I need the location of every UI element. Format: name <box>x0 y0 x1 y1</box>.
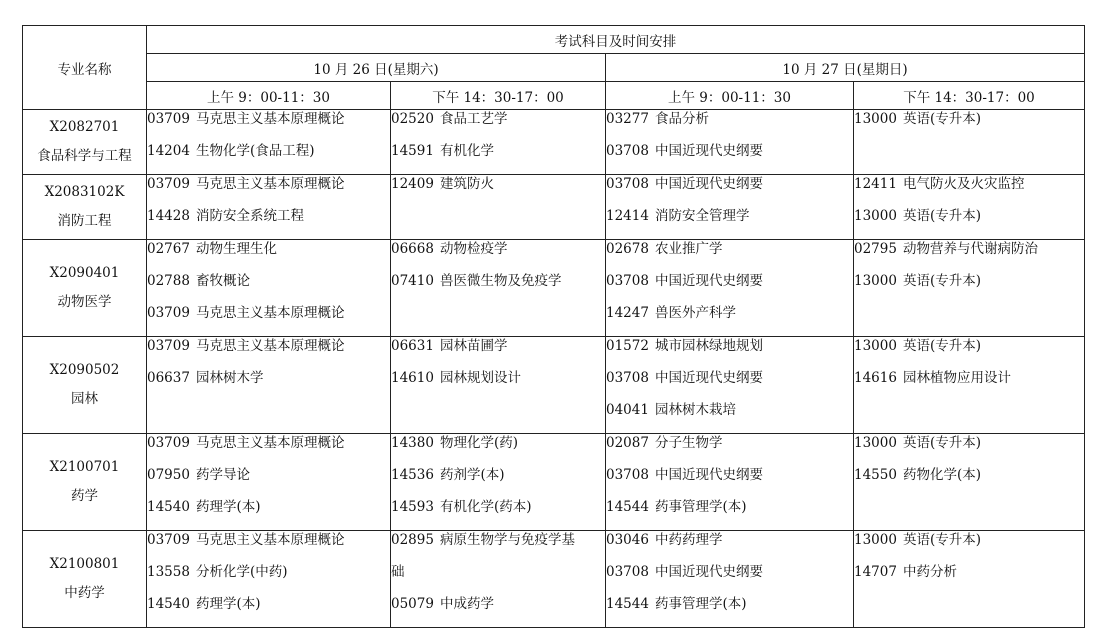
subject-line <box>391 337 605 369</box>
subject-name: 园林苗圃学 <box>439 338 508 354</box>
subject-name: 英语(专升本) <box>902 273 981 289</box>
subject-code: 03046 <box>606 532 649 548</box>
subject-name: 动物营养与代谢病防治 <box>902 241 1038 257</box>
subject-code: 03709 <box>147 435 190 451</box>
subject-name: 电气防火及火灾监控 <box>902 176 1025 192</box>
subject-code: 14610 <box>391 370 434 386</box>
subject-name: 畜牧概论 <box>195 273 250 289</box>
subject-cell <box>854 531 1085 628</box>
subject-name: 园林规划设计 <box>439 370 521 386</box>
subject-line <box>391 142 605 174</box>
subject-line <box>147 272 390 304</box>
subject-name: 药剂学(本) <box>439 467 505 483</box>
subject-code: 13000 <box>854 111 897 127</box>
subject-line <box>606 207 853 239</box>
subject-line <box>606 304 853 336</box>
major-code: X2090502 <box>49 362 120 378</box>
subject-name: 中国近现代史纲要 <box>654 273 763 289</box>
subject-code: 14593 <box>391 499 434 515</box>
subject-line <box>854 531 1084 563</box>
subject-cell <box>391 110 606 175</box>
subject-name: 消防安全系统工程 <box>195 208 304 224</box>
subject-name: 药学导论 <box>195 467 250 483</box>
major-cell <box>23 240 147 337</box>
subject-line <box>606 531 853 563</box>
subject-code: 03708 <box>606 273 649 289</box>
subject-code: 13000 <box>854 435 897 451</box>
subject-name: 药理学(本) <box>195 596 261 612</box>
subject-line <box>606 498 853 530</box>
subject-cell <box>147 337 391 434</box>
subject-line <box>606 337 853 369</box>
subject-cell <box>854 337 1085 434</box>
subject-code: 13000 <box>854 338 897 354</box>
subject-code: 14591 <box>391 143 434 159</box>
major-cell <box>23 434 147 531</box>
subject-code: 02788 <box>147 273 190 289</box>
subject-line <box>147 434 390 466</box>
subject-cell <box>854 240 1085 337</box>
subject-line <box>391 110 605 142</box>
subject-line <box>606 175 853 207</box>
subject-code: 14544 <box>606 596 649 612</box>
subject-code: 14544 <box>606 499 649 515</box>
subject-line <box>147 563 390 595</box>
subject-cell <box>147 240 391 337</box>
subject-line <box>606 466 853 498</box>
header-session-1: 上午 9：00-11：30 <box>147 82 391 110</box>
subject-name: 英语(专升本) <box>902 111 981 127</box>
subject-code: 14707 <box>854 564 897 580</box>
subject-line <box>147 207 390 239</box>
subject-code: 13000 <box>854 273 897 289</box>
subject-code: 07950 <box>147 467 190 483</box>
subject-cell <box>854 110 1085 175</box>
subject-line <box>147 531 390 563</box>
subject-code: 14380 <box>391 435 434 451</box>
subject-code: 14540 <box>147 596 190 612</box>
subject-line <box>147 110 390 142</box>
subject-line <box>606 401 853 433</box>
subject-line <box>391 369 605 401</box>
subject-line <box>606 110 853 142</box>
subject-line <box>391 466 605 498</box>
subject-name: 马克思主义基本原理概论 <box>195 532 345 548</box>
subject-name: 中药药理学 <box>654 532 723 548</box>
subject-cell <box>854 434 1085 531</box>
subject-cell <box>391 175 606 240</box>
table-row <box>23 434 1085 531</box>
subject-cell <box>147 175 391 240</box>
table-row <box>23 337 1085 434</box>
major-name: 消防工程 <box>57 213 112 229</box>
header-session-4: 下午 14：30-17：00 <box>854 82 1085 110</box>
subject-line <box>391 498 605 530</box>
subject-code: 02767 <box>147 241 190 257</box>
subject-name: 食品工艺学 <box>439 111 508 127</box>
subject-code: 02795 <box>854 241 897 257</box>
header-arrangement: 考试科目及时间安排 <box>147 26 1085 54</box>
subject-line <box>391 175 605 207</box>
subject-name: 英语(专升本) <box>902 208 981 224</box>
subject-code: 03277 <box>606 111 649 127</box>
table-row <box>23 175 1085 240</box>
subject-cell <box>606 240 854 337</box>
subject-name: 中国近现代史纲要 <box>654 564 763 580</box>
header-major-name: 专业名称 <box>23 26 147 110</box>
subject-name: 药物化学(本) <box>902 467 981 483</box>
subject-name: 病原生物学与免疫学基 <box>439 532 575 548</box>
subject-name: 分析化学(中药) <box>195 564 288 580</box>
schedule-body <box>23 110 1085 628</box>
subject-name: 动物检疫学 <box>439 241 508 257</box>
subject-name: 食品分析 <box>654 111 709 127</box>
subject-code: 06631 <box>391 338 434 354</box>
subject-line <box>147 175 390 207</box>
subject-cell <box>606 531 854 628</box>
subject-code: 03709 <box>147 305 190 321</box>
subject-name: 物理化学(药) <box>439 435 518 451</box>
subject-cell <box>391 240 606 337</box>
subject-cell <box>606 110 854 175</box>
major-code: X2082701 <box>49 119 120 135</box>
subject-line <box>391 563 605 595</box>
subject-name: 药事管理学(本) <box>654 596 747 612</box>
subject-name: 动物生理生化 <box>195 241 277 257</box>
subject-line <box>391 531 605 563</box>
table-row <box>23 240 1085 337</box>
subject-code: 03709 <box>147 176 190 192</box>
header-day-1: 10 月 26 日(星期六) <box>147 54 606 82</box>
subject-code: 02520 <box>391 111 434 127</box>
subject-cell <box>854 175 1085 240</box>
subject-line <box>854 337 1084 369</box>
subject-code: 03709 <box>147 338 190 354</box>
table-row <box>23 110 1085 175</box>
subject-code: 14204 <box>147 143 190 159</box>
subject-code: 07410 <box>391 273 434 289</box>
subject-cell <box>147 110 391 175</box>
subject-line <box>606 369 853 401</box>
subject-line <box>854 207 1084 239</box>
subject-line <box>606 595 853 627</box>
header-session-2: 下午 14：30-17：00 <box>391 82 606 110</box>
subject-name: 生物化学(食品工程) <box>195 143 315 159</box>
subject-name: 马克思主义基本原理概论 <box>195 111 345 127</box>
subject-line <box>391 240 605 272</box>
subject-line <box>606 240 853 272</box>
subject-line <box>147 466 390 498</box>
subject-code: 03708 <box>606 143 649 159</box>
major-code: X2083102K <box>44 184 125 200</box>
subject-name: 兽医微生物及免疫学 <box>439 273 562 289</box>
subject-line <box>147 595 390 627</box>
table-row <box>23 531 1085 628</box>
subject-name: 英语(专升本) <box>902 338 981 354</box>
subject-code: 02678 <box>606 241 649 257</box>
subject-name: 建筑防火 <box>439 176 494 192</box>
major-code: X2100801 <box>49 556 120 572</box>
subject-code: 01572 <box>606 338 649 354</box>
subject-line <box>854 272 1084 304</box>
subject-name: 中国近现代史纲要 <box>654 370 763 386</box>
major-code: X2100701 <box>49 459 120 475</box>
subject-name: 中国近现代史纲要 <box>654 176 763 192</box>
subject-name: 中药分析 <box>902 564 957 580</box>
major-code: X2090401 <box>49 265 120 281</box>
subject-name: 英语(专升本) <box>902 435 981 451</box>
subject-name: 兽医外产科学 <box>654 305 736 321</box>
major-name: 食品科学与工程 <box>37 148 132 164</box>
major-name: 园林 <box>71 391 98 407</box>
subject-line <box>854 369 1084 401</box>
subject-code: 03708 <box>606 370 649 386</box>
subject-line <box>854 434 1084 466</box>
subject-code: 03708 <box>606 467 649 483</box>
subject-name: 消防安全管理学 <box>654 208 750 224</box>
subject-line <box>606 563 853 595</box>
subject-name: 础 <box>391 564 405 580</box>
subject-code: 14536 <box>391 467 434 483</box>
subject-name: 中国近现代史纲要 <box>654 467 763 483</box>
subject-name: 马克思主义基本原理概论 <box>195 305 345 321</box>
subject-name: 分子生物学 <box>654 435 723 451</box>
subject-name: 中国近现代史纲要 <box>654 143 763 159</box>
subject-code: 13000 <box>854 208 897 224</box>
exam-schedule-table <box>22 25 1085 628</box>
major-name: 动物医学 <box>57 294 112 310</box>
subject-name: 中成药学 <box>439 596 494 612</box>
subject-cell <box>391 337 606 434</box>
subject-code: 03708 <box>606 176 649 192</box>
subject-name: 马克思主义基本原理概论 <box>195 435 345 451</box>
subject-code: 14247 <box>606 305 649 321</box>
subject-code: 12414 <box>606 208 649 224</box>
subject-line <box>147 337 390 369</box>
subject-code: 14540 <box>147 499 190 515</box>
subject-code: 06668 <box>391 241 434 257</box>
subject-code: 13000 <box>854 532 897 548</box>
subject-cell <box>606 337 854 434</box>
major-cell <box>23 337 147 434</box>
subject-line <box>391 272 605 304</box>
subject-line <box>606 142 853 174</box>
subject-code: 13558 <box>147 564 190 580</box>
subject-cell <box>147 531 391 628</box>
subject-name: 英语(专升本) <box>902 532 981 548</box>
subject-name: 有机化学(药本) <box>439 499 532 515</box>
major-cell <box>23 175 147 240</box>
subject-code: 02895 <box>391 532 434 548</box>
subject-code: 03709 <box>147 532 190 548</box>
subject-name: 园林植物应用设计 <box>902 370 1011 386</box>
subject-line <box>854 175 1084 207</box>
header-day-2: 10 月 27 日(星期日) <box>606 54 1085 82</box>
subject-code: 05079 <box>391 596 434 612</box>
subject-line <box>147 369 390 401</box>
subject-code: 12411 <box>854 176 897 192</box>
major-name: 中药学 <box>64 585 105 601</box>
subject-line <box>606 272 853 304</box>
major-cell <box>23 531 147 628</box>
major-name: 药学 <box>71 488 98 504</box>
subject-line <box>147 498 390 530</box>
major-cell <box>23 110 147 175</box>
subject-code: 06637 <box>147 370 190 386</box>
subject-name: 马克思主义基本原理概论 <box>195 338 345 354</box>
subject-name: 园林树木栽培 <box>654 402 736 418</box>
subject-line <box>391 595 605 627</box>
subject-cell <box>606 175 854 240</box>
subject-code: 14616 <box>854 370 897 386</box>
subject-line <box>147 304 390 336</box>
subject-code: 14550 <box>854 467 897 483</box>
subject-code: 04041 <box>606 402 649 418</box>
subject-name: 马克思主义基本原理概论 <box>195 176 345 192</box>
subject-cell <box>391 434 606 531</box>
subject-line <box>147 142 390 174</box>
subject-line <box>147 240 390 272</box>
subject-code: 14428 <box>147 208 190 224</box>
subject-cell <box>606 434 854 531</box>
subject-line <box>854 240 1084 272</box>
subject-name: 有机化学 <box>439 143 494 159</box>
subject-cell <box>147 434 391 531</box>
subject-name: 农业推广学 <box>654 241 723 257</box>
subject-line <box>606 434 853 466</box>
subject-line <box>854 110 1084 142</box>
subject-code: 03709 <box>147 111 190 127</box>
subject-code: 02087 <box>606 435 649 451</box>
subject-cell <box>391 531 606 628</box>
subject-code: 03708 <box>606 564 649 580</box>
subject-name: 城市园林绿地规划 <box>654 338 763 354</box>
subject-name: 药理学(本) <box>195 499 261 515</box>
subject-name: 园林树木学 <box>195 370 264 386</box>
subject-line <box>391 434 605 466</box>
subject-line <box>854 466 1084 498</box>
subject-line <box>854 563 1084 595</box>
subject-name: 药事管理学(本) <box>654 499 747 515</box>
header-session-3: 上午 9：00-11：30 <box>606 82 854 110</box>
subject-code: 12409 <box>391 176 434 192</box>
